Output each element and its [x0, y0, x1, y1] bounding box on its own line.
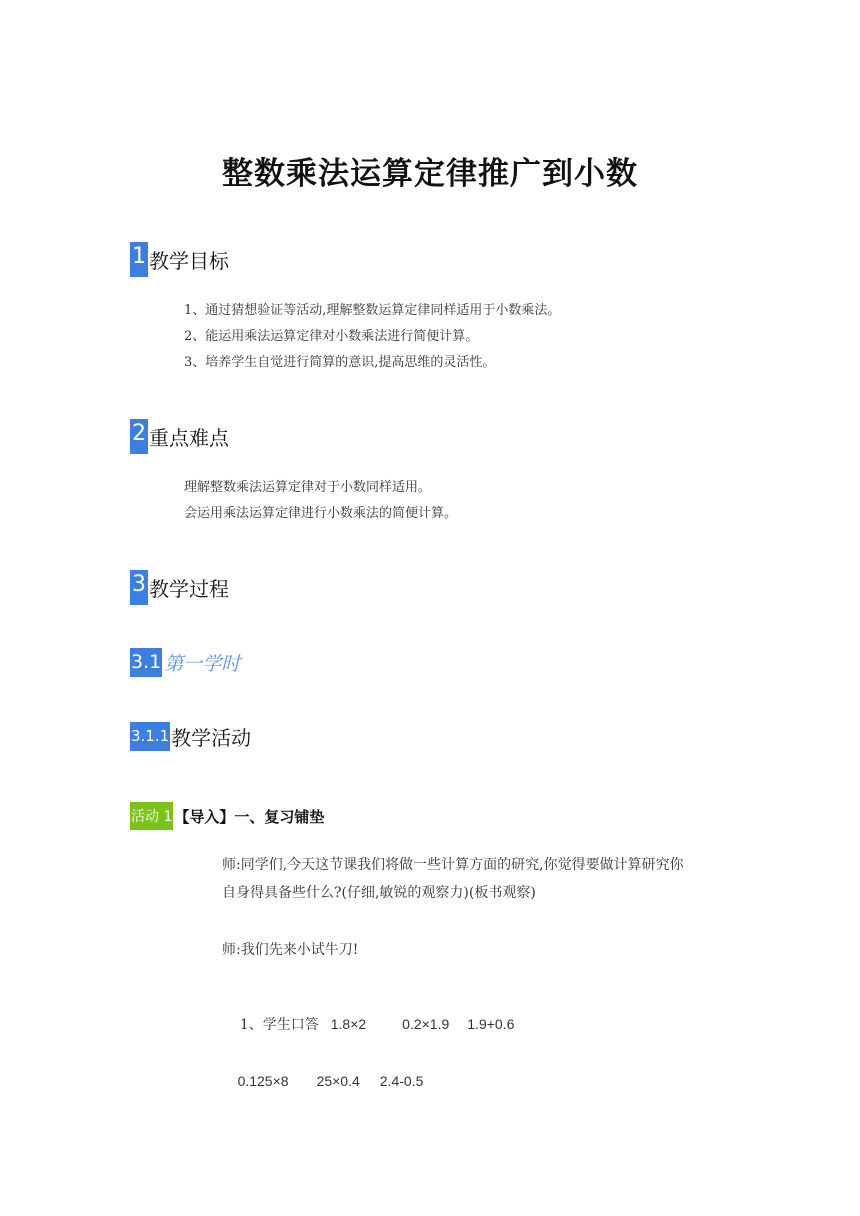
keypoint-item-2: 会运用乘法运算定律进行小数乘法的简便计算。: [184, 506, 458, 521]
oral-answer-row-2: [222, 1057, 423, 1105]
activity-badge: 活动 1: [130, 802, 173, 830]
section-number-badge: 3: [130, 570, 148, 605]
subsubsection-heading-text: 教学活动: [171, 726, 252, 750]
oral-answer-row-1: [222, 998, 514, 1050]
section-heading-1: [130, 242, 229, 277]
subsubsection-number-badge: 3.1.1: [130, 722, 170, 751]
teacher-paragraph-line-1: 师:同学们,今天这节课我们将做一些计算方面的研究,你觉得要做计算研究你: [222, 857, 684, 873]
expression: 1.8×2: [330, 1016, 367, 1032]
document-title: 整数乘法运算定律推广到小数: [222, 156, 638, 192]
section-heading-text: 教学目标: [149, 249, 229, 273]
expression: 2.4-0.5: [379, 1073, 424, 1089]
expression: 0.2×1.9: [402, 1016, 450, 1032]
section-heading-text: 重点难点: [149, 426, 229, 450]
keypoint-item-1: 理解整数乘法运算定律对于小数同样适用。: [184, 480, 432, 495]
objective-item-3: 3、培养学生自觉进行简算的意识,提高思维的灵活性。: [184, 355, 496, 370]
expression: 0.125×8: [237, 1073, 289, 1089]
subsection-heading: [130, 648, 240, 677]
section-number-badge: 2: [130, 419, 148, 454]
objective-item-2: 2、能运用乘法运算定律对小数乘法进行简便计算。: [184, 329, 479, 344]
expression: 1.9+0.6: [467, 1016, 515, 1032]
activity-heading: [130, 802, 324, 830]
section-heading-3: [130, 570, 229, 605]
section-heading-2: [130, 419, 229, 454]
section-number-badge: 1: [130, 242, 148, 277]
teacher-paragraph-line-2: 自身得具备些什么?(仔细,敏锐的观察力)(板书观察): [222, 885, 536, 901]
oral-answer-label: 1、学生口答: [239, 1017, 319, 1033]
subsection-heading-text: 第一学时: [164, 653, 241, 675]
teacher-prompt: 师:我们先来小试牛刀!: [222, 942, 359, 958]
objective-item-1: 1、通过猜想验证等活动,理解整数运算定律同样适用于小数乘法。: [184, 303, 561, 318]
activity-title: 【导入】一、复习铺垫: [174, 807, 325, 826]
subsubsection-heading: [130, 722, 251, 751]
expression: 25×0.4: [316, 1073, 360, 1089]
subsection-number-badge: 3.1: [130, 648, 162, 677]
section-heading-text: 教学过程: [149, 577, 229, 601]
